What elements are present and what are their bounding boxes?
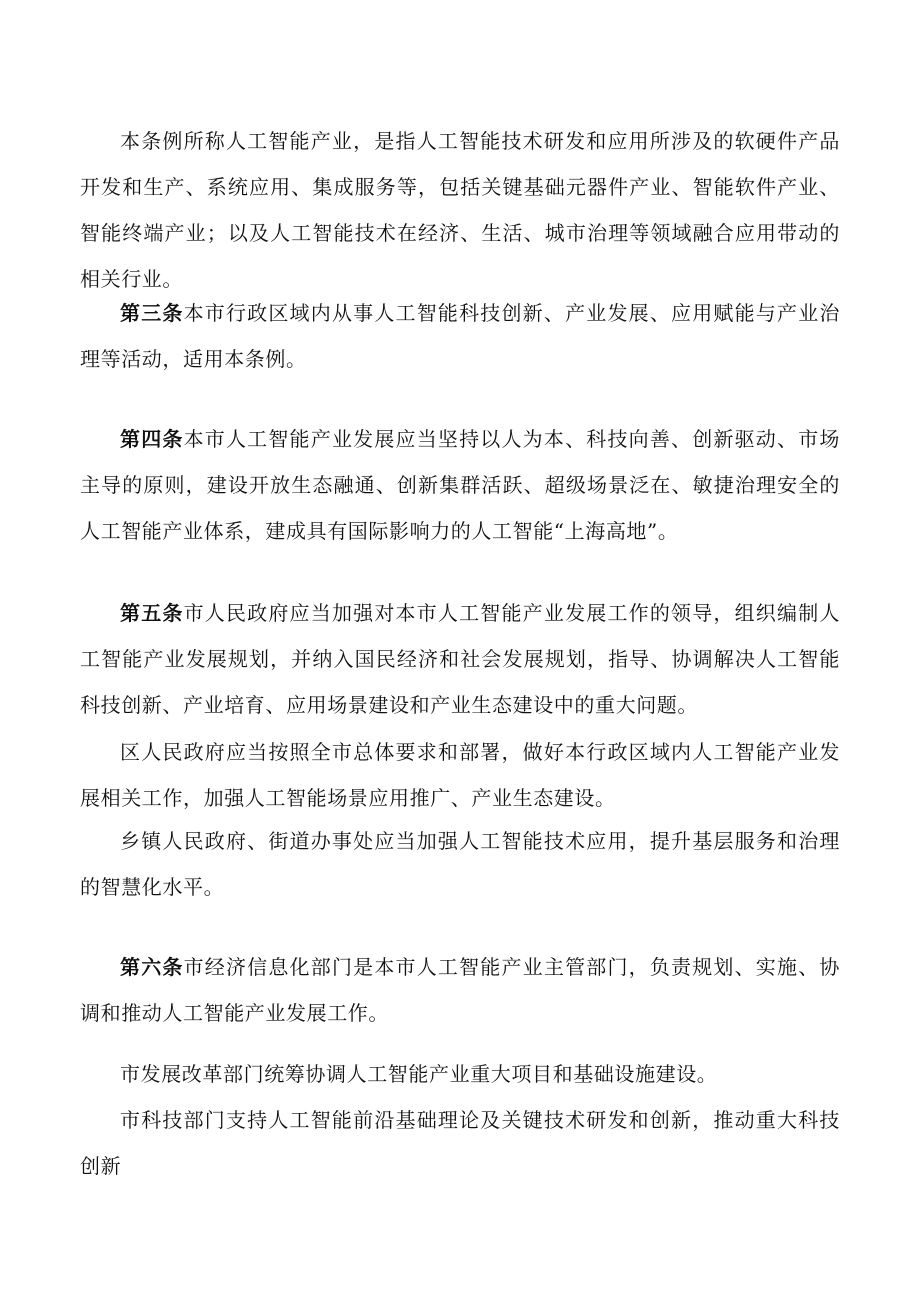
paragraph-text: 本条例所称人工智能产业，是指人工智能技术研发和应用所涉及的软硬件产品开发和生产、系统应用、集成服务等，包括关键基础元器件产业、智能软件产业、智能终端产业；以及人工智能技术在经济、生活、城市治理等领域融合应用带动的相关行业。 (80, 129, 840, 291)
paragraph-development-reform (80, 1051, 840, 1097)
paragraph-text: 乡镇人民政府、街道办事处应当加强人工智能技术应用，提升基层服务和治理的智慧化水平。 (80, 829, 840, 899)
paragraph-district-government (80, 729, 840, 821)
article-5-title: 第五条 (120, 601, 184, 625)
paragraph-article-3 (80, 290, 840, 382)
paragraph-text: 市科技部门支持人工智能前沿基础理论及关键技术研发和创新，推动重大科技创新 (80, 1108, 840, 1178)
paragraph-text: 本市行政区域内从事人工智能科技创新、产业发展、应用赋能与产业治理等活动，适用本条例。 (80, 301, 840, 371)
paragraph-scope-definition (80, 118, 840, 302)
paragraph-text: 本市人工智能产业发展应当坚持以人为本、科技向善、创新驱动、市场主导的原则，建设开放生态融通、创新集群活跃、超级场景泛在、敏捷治理安全的人工智能产业体系，建成具有国际影响力的人工智能“上海高地”。 (80, 427, 840, 543)
article-4-title: 第四条 (120, 427, 184, 451)
article-6-title: 第六条 (120, 955, 184, 979)
paragraph-township-government (80, 818, 840, 910)
paragraph-text: 区人民政府应当按照全市总体要求和部署，做好本行政区域内人工智能产业发展相关工作，加强人工智能场景应用推广、产业生态建设。 (80, 740, 840, 810)
article-3-title: 第三条 (120, 301, 184, 325)
paragraph-science-technology (80, 1097, 840, 1189)
paragraph-article-6 (80, 944, 840, 1036)
paragraph-text: 市人民政府应当加强对本市人工智能产业发展工作的领导，组织编制人工智能产业发展规划，并纳入国民经济和社会发展规划，指导、协调解决人工智能科技创新、产业培育、应用场景建设和产业生态建设中的重大问题。 (80, 601, 840, 717)
paragraph-article-5 (80, 590, 840, 728)
paragraph-article-4 (80, 416, 840, 554)
paragraph-text: 市发展改革部门统筹协调人工智能产业重大项目和基础设施建设。 (120, 1062, 718, 1086)
paragraph-text: 市经济信息化部门是本市人工智能产业主管部门，负责规划、实施、协调和推动人工智能产业发展工作。 (80, 955, 840, 1025)
